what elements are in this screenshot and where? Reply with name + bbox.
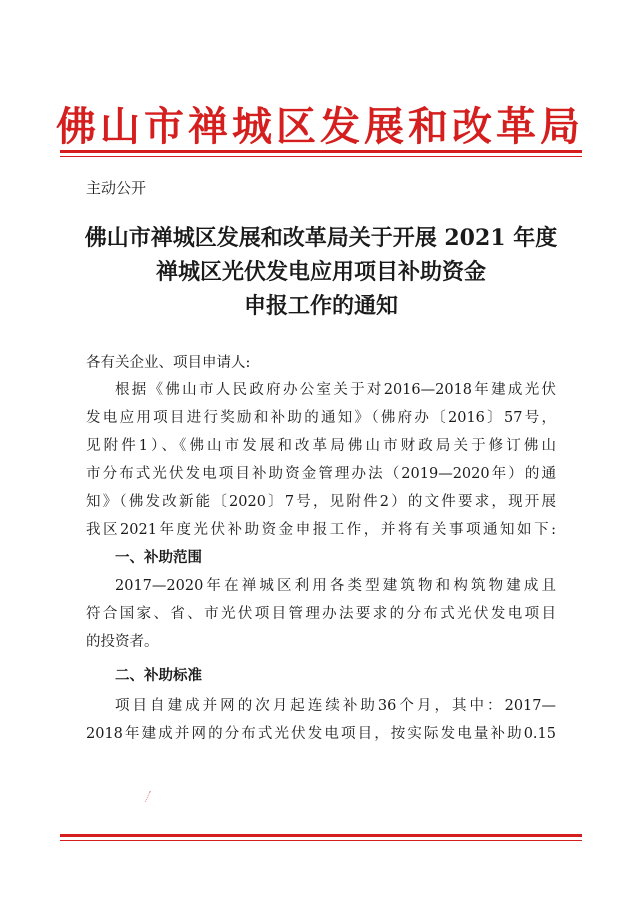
document-title-line-2: 禅城区光伏发电应用项目补助资金 [155, 259, 486, 285]
paragraph-1-line-6: 我区2021年度光伏补助资金申报工作，并将有关事项通知如下: [86, 522, 556, 538]
letterhead-rule-thin [60, 156, 582, 157]
paragraph-1-line-5: 知》（佛发改新能〔2020〕7号，见附件2）的文件要求，现开展 [86, 494, 556, 510]
section-2-heading: 二、补助标准 [115, 668, 202, 684]
footer-rule-thin [60, 840, 582, 841]
paragraph-1-line-2: 发电应用项目进行奖励和补助的通知》（佛府办〔2016〕57号， [86, 410, 556, 426]
section-1-line-1: 2017—2020年在禅城区利用各类型建筑物和构筑物建成且 [115, 578, 556, 594]
section-1-line-2: 符合国家、省、市光伏项目管理办法要求的分布式光伏发电项目 [86, 606, 556, 622]
paragraph-1-line-1: 根据《佛山市人民政府办公室关于对2016—2018年建成光伏 [115, 382, 556, 398]
paragraph-1-line-4: 市分布式光伏发电项目补助资金管理办法（2019—2020年）的通 [86, 466, 556, 482]
section-1-line-3: 的投资者。 [86, 634, 159, 650]
public-tag: 主动公开 [86, 179, 147, 197]
ink-mark [145, 791, 158, 806]
footer-rule-thick [60, 834, 582, 837]
document-title-line-1: 佛山市禅城区发展和改革局关于开展 2021 年度 [84, 225, 558, 251]
letterhead-rule-thick [60, 150, 582, 153]
salutation: 各有关企业、项目申请人: [86, 355, 251, 371]
letterhead-title: 佛山市禅城区发展和改革局 [56, 104, 584, 150]
paragraph-1-line-3: 见附件1）、《佛山市发展和改革局佛山市财政局关于修订佛山 [86, 438, 556, 454]
section-2-line-1: 项目自建成并网的次月起连续补助36个月，其中：2017— [115, 698, 556, 714]
section-1-heading: 一、补助范围 [115, 550, 202, 566]
document-title-line-3: 申报工作的通知 [243, 293, 398, 319]
section-2-line-2: 2018年建成并网的分布式光伏发电项目，按实际发电量补助0.15 [86, 726, 556, 742]
